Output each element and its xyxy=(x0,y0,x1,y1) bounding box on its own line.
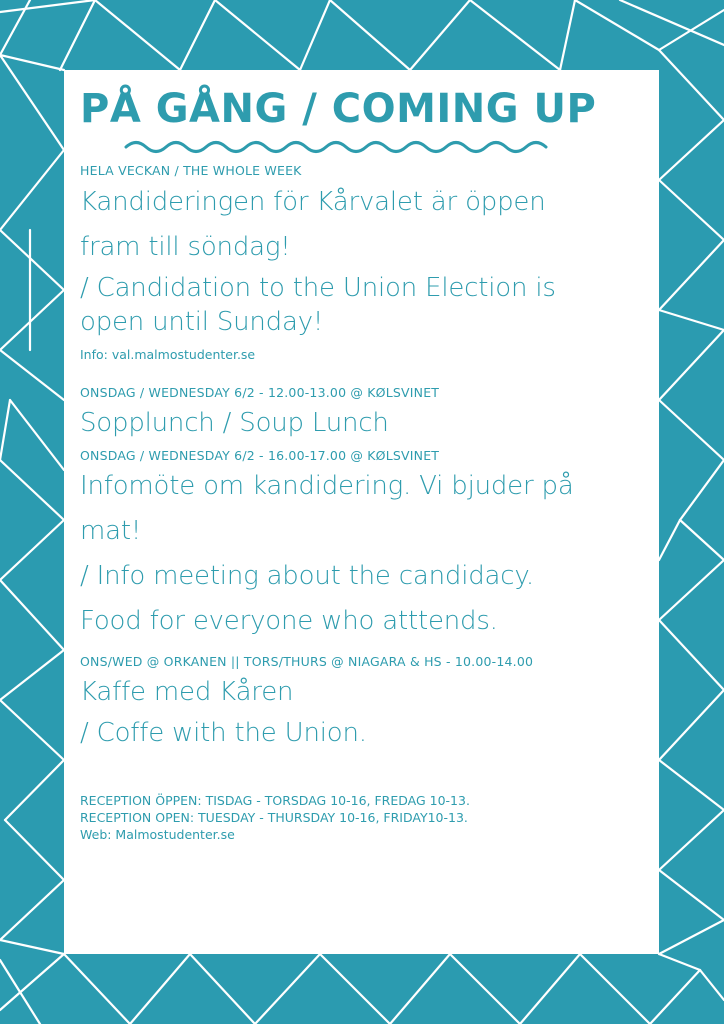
event-meta: ONSDAG / WEDNESDAY 6/2 - 16.00-17.00 @ KØLSVINET xyxy=(80,448,440,463)
content-panel xyxy=(64,70,659,954)
event-text-line: mat! xyxy=(80,516,142,546)
event-text-line: fram till söndag! xyxy=(80,232,291,262)
event-meta: ONS/WED @ ORKANEN || TORS/THURS @ NIAGARA & HS - 10.00-14.00 xyxy=(80,654,534,669)
event-whole-week xyxy=(80,163,659,363)
event-info-link[interactable]: Info: val.malmostudenter.se xyxy=(80,347,256,362)
event-text-line: Food for everyone who atttends. xyxy=(80,606,498,636)
reception-hours-sv: RECEPTION ÖPPEN: TISDAG - TORSDAG 10-16, FREDAG 10-13. xyxy=(80,793,470,808)
event-meta: HELA VECKAN / THE WHOLE WEEK xyxy=(80,163,302,178)
page-title: PÅ GÅNG / COMING UP xyxy=(80,86,597,132)
event-soup-lunch xyxy=(80,385,659,442)
event-coffee xyxy=(80,654,659,752)
event-text-line: Sopplunch / Soup Lunch xyxy=(80,408,389,438)
event-text-line: / Info meeting about the candidacy. xyxy=(80,561,534,591)
footer xyxy=(80,792,659,843)
event-meta: ONSDAG / WEDNESDAY 6/2 - 12.00-13.00 @ KØLSVINET xyxy=(80,385,440,400)
event-text-line: Kaffe med Kåren xyxy=(80,677,294,707)
event-info-meeting xyxy=(80,448,659,640)
wave-divider-icon xyxy=(124,138,554,154)
event-text-line: open until Sunday! xyxy=(80,307,324,337)
reception-hours-en: RECEPTION OPEN: TUESDAY - THURSDAY 10-16, FRIDAY10-13. xyxy=(80,810,468,825)
event-text-line: / Candidation to the Union Election is xyxy=(80,273,556,303)
event-text-line: / Coffe with the Union. xyxy=(80,718,367,748)
event-text-line: Kandideringen för Kårvalet är öppen xyxy=(80,187,546,217)
web-link[interactable]: Web: Malmostudenter.se xyxy=(80,827,235,842)
event-text-line: Infomöte om kandidering. Vi bjuder på xyxy=(80,471,574,501)
